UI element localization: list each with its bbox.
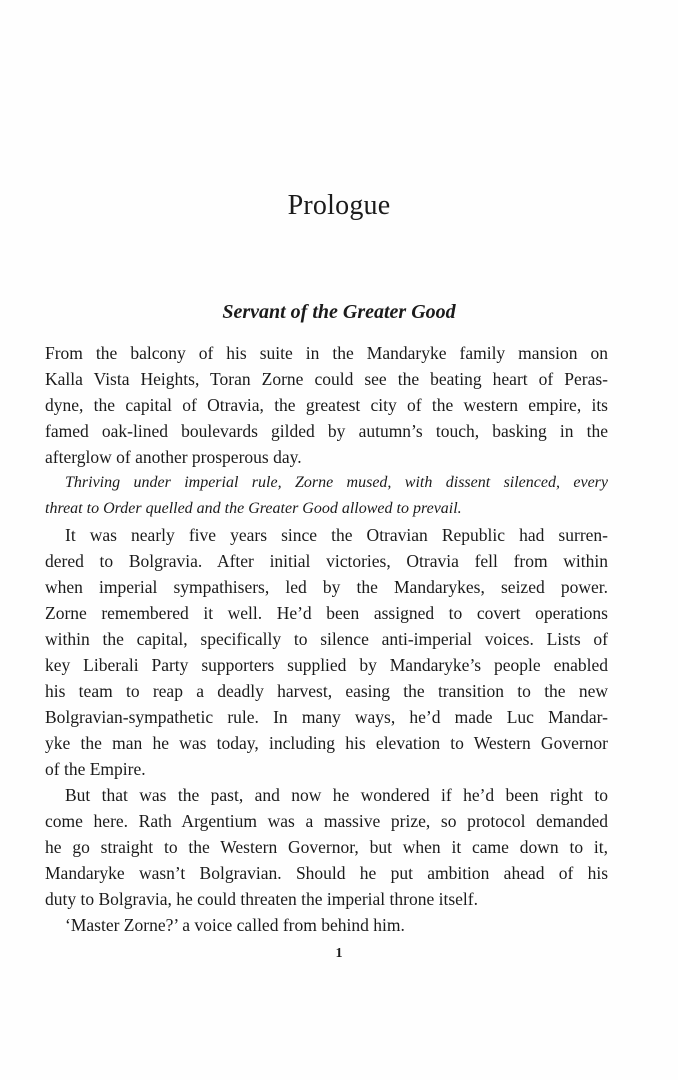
chapter-title: Prologue	[287, 190, 391, 221]
text-line: Bolgravian-sympathetic rule. In many ways, he’d made Luc Mandar-	[45, 707, 608, 727]
paragraph	[45, 340, 608, 470]
text-line: threat to Order quelled and the Greater Good allowed to prevail.	[45, 500, 462, 517]
text-line: famed oak-lined boulevards gilded by autumn’s touch, basking in the	[45, 421, 608, 441]
text-line: key Liberali Party supporters supplied by Mandaryke’s people enabled	[45, 655, 608, 675]
text-line: yke the man he was today, including his elevation to Western Governor	[45, 733, 608, 753]
text-line: But that was the past, and now he wondered if he’d been right to	[65, 785, 608, 805]
text-line: ‘Master Zorne?’ a voice called from behind him.	[65, 915, 405, 935]
text-line: afterglow of another prosperous day.	[45, 447, 302, 467]
chapter-subtitle: Servant of the Greater Good	[222, 301, 456, 323]
text-line: of the Empire.	[45, 759, 146, 779]
paragraph	[45, 782, 608, 912]
text-line: From the balcony of his suite in the Mandaryke family mansion on	[45, 343, 608, 363]
body-text	[45, 340, 608, 938]
text-line: Zorne remembered it well. He’d been assigned to covert operations	[45, 603, 608, 623]
text-line: dyne, the capital of Otravia, the greatest city of the western empire, its	[45, 395, 608, 415]
text-line: he go straight to the Western Governor, but when it came down to it,	[45, 837, 608, 857]
page-number: 1	[335, 946, 343, 961]
text-line: when imperial sympathisers, led by the Mandarykes, seized power.	[45, 577, 608, 597]
paragraph	[45, 470, 608, 522]
text-line: come here. Rath Argentium was a massive prize, so protocol demanded	[45, 811, 608, 831]
paragraph	[45, 912, 608, 938]
text-line: dered to Bolgravia. After initial victories, Otravia fell from within	[45, 551, 608, 571]
text-line: duty to Bolgravia, he could threaten the imperial throne itself.	[45, 889, 478, 909]
text-line: Kalla Vista Heights, Toran Zorne could see the beating heart of Peras-	[45, 369, 608, 389]
text-line: Mandaryke wasn’t Bolgravian. Should he put ambition ahead of his	[45, 863, 608, 883]
text-line: It was nearly five years since the Otravian Republic had surren-	[65, 525, 608, 545]
text-line: within the capital, specifically to silence anti-imperial voices. Lists of	[45, 629, 608, 649]
text-line: his team to reap a deadly harvest, easing the transition to the new	[45, 681, 608, 701]
paragraph	[45, 522, 608, 782]
text-line: Thriving under imperial rule, Zorne mused, with dissent silenced, every	[65, 474, 608, 491]
